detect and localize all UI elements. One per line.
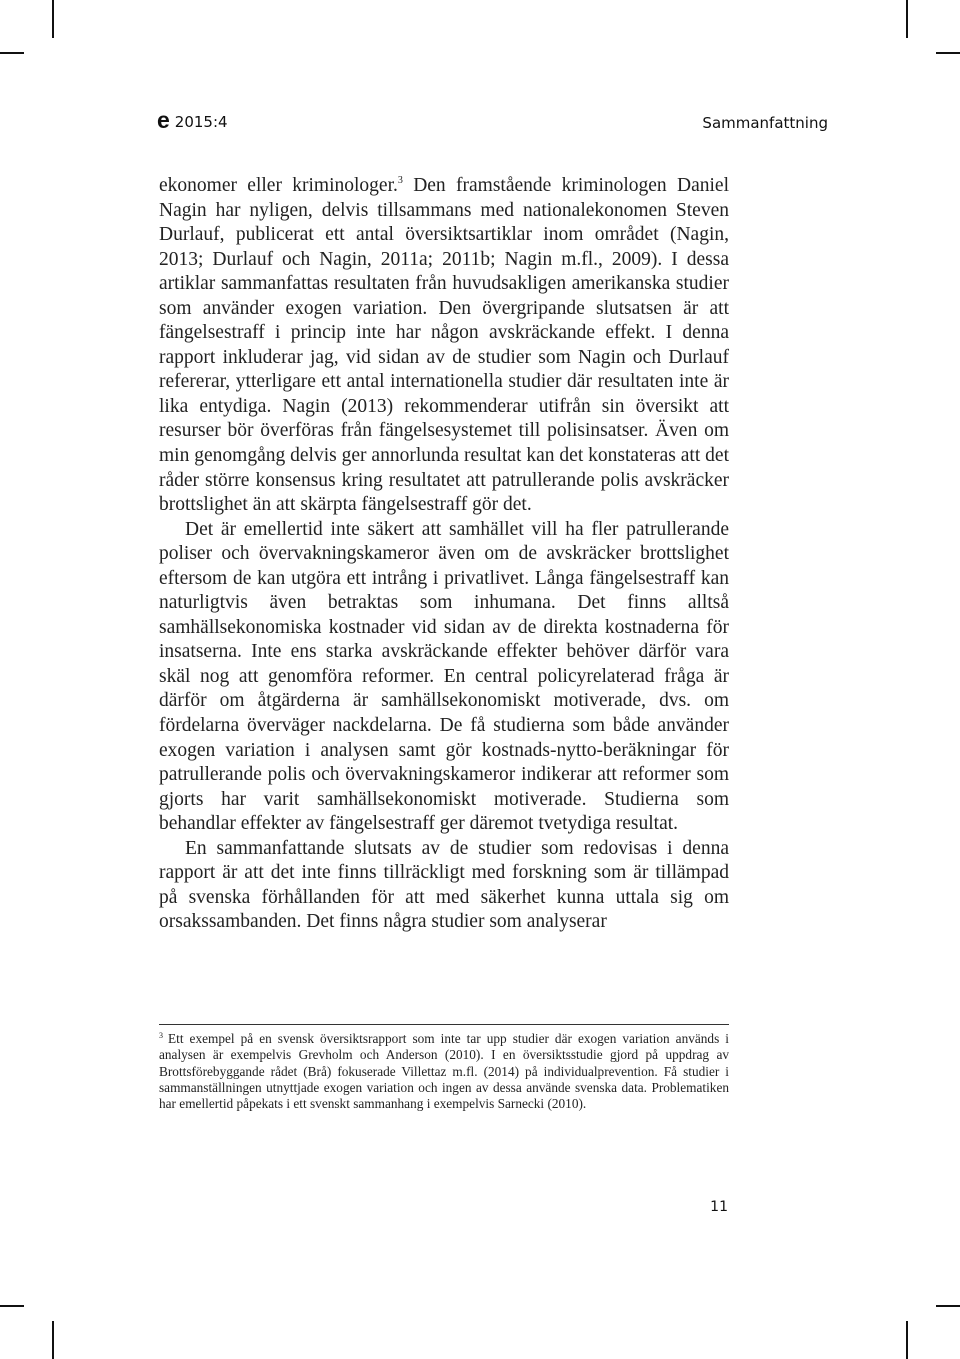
running-header — [157, 107, 828, 136]
paragraph-1-start: ekonomer eller kriminologer. — [159, 175, 398, 196]
header-issue-group — [157, 107, 228, 133]
footnote-reference: 3 — [397, 175, 403, 186]
page-number: 11 — [710, 1199, 728, 1215]
crop-mark-top-left — [52, 0, 54, 38]
crop-mark-top-right — [906, 0, 908, 38]
footnote-text: Ett exempel på en svensk översiktsrapport som inte tar upp studier där exogen variation används i analysen är exempelvis Grevholm och Anderson (2010). I en översiktsstudie gjord på uppdrag av Brottsförebyggande rådet (Brå) fokuserade Villettaz m.fl. (2014) på individualprevention. Få studier i sammanställningen utnyttjade exogen variation och ingen av dessa använde svenska data. Problematiken har emellertid påpekats i ett svenskt sammanhang i exempelvis Sarnecki (2010). — [159, 1031, 729, 1112]
footnote-3 — [159, 1031, 729, 1112]
paragraph-2: Det är emellertid inte säkert att samhället vill ha fler patrullerande poliser och övervakningskameror även om de avskräcker brottslighet eftersom de kan utgöra ett intrång i privatlivet. Långa fängelsestraff kan naturligtvis även betraktas som inhumana. Det finns alltså samhällsekonomiska kostnader vid sidan av de direkta kostnaderna för insatserna. Inte ens starka avskräckande effekter behöver därför vara skäl nog att genomföra reformer. En central policyrelaterad fråga är därför om åtgärderna är samhällsekonomiskt motiverade, dvs. om fördelarna överväger nackdelarna. De få studierna som både använder exogen variation i analysen samt gör kostnads-nytto-beräkningar för patrullerande polis och övervakningskameror indikerar att reformer som gjorts har varit samhällsekonomiskt motiverade. Studierna som behandlar effekter av fängelsestraff ger däremot tvetydiga resultat. — [159, 518, 729, 835]
footnote-separator — [159, 1024, 729, 1025]
paragraph-1-rest: Den framstående kriminologen Daniel Nagin har nyligen, delvis tillsammans med nationalekonomen Steven Durlauf, publicerat ett antal översiktsartiklar inom området (Nagin, 2013; Durlauf och Nagin, 2011a; 2011b; Nagin m.fl., 2009). I dessa artiklar sammanfattas resultaten från huvudsakligen amerikanska studier som använder exogen variation. Den övergripande slutsatsen är att fängelsestraff i princip inte har någon avskräckande effekt. I denna rapport inkluderar jag, vid sidan av de studier som Nagin och Durlauf refererar, ytterligare ett antal internationella studier där resultaten inte är lika entydiga. Nagin (2013) rekommenderar utifrån sin översikt att resurser bör överföras från fängelsesystemet till polisinsatser. Även om min genomgång delvis ger annorlunda resultat kan det konstateras att det råder större konsensus kring resultatet att patrullerande polis avskräcker brottslighet än att skärpta fängelsestraff gör det. — [159, 175, 729, 516]
crop-mark-left-top — [0, 52, 24, 54]
main-text — [159, 174, 729, 935]
paragraph-3: En sammanfattande slutsats av de studier som redovisas i denna rapport är att det inte finns tillräckligt med forskning som är tillämpad på svenska förhållanden för att med säkerhet kunna uttala sig om orsakssambanden. Det finns några studier som analyserar — [159, 837, 729, 933]
footnote-number: 3 — [159, 1031, 163, 1040]
crop-mark-bottom-right — [906, 1321, 908, 1359]
journal-logo: e — [157, 107, 170, 133]
issue-number: 2015:4 — [174, 113, 228, 131]
crop-mark-right-bottom — [936, 1305, 960, 1307]
crop-mark-bottom-left — [52, 1321, 54, 1359]
section-title: Sammanfattning — [702, 114, 828, 132]
footnote — [159, 1031, 729, 1112]
paragraph-1 — [159, 174, 729, 518]
crop-mark-right-top — [936, 52, 960, 54]
crop-mark-left-bottom — [0, 1305, 24, 1307]
